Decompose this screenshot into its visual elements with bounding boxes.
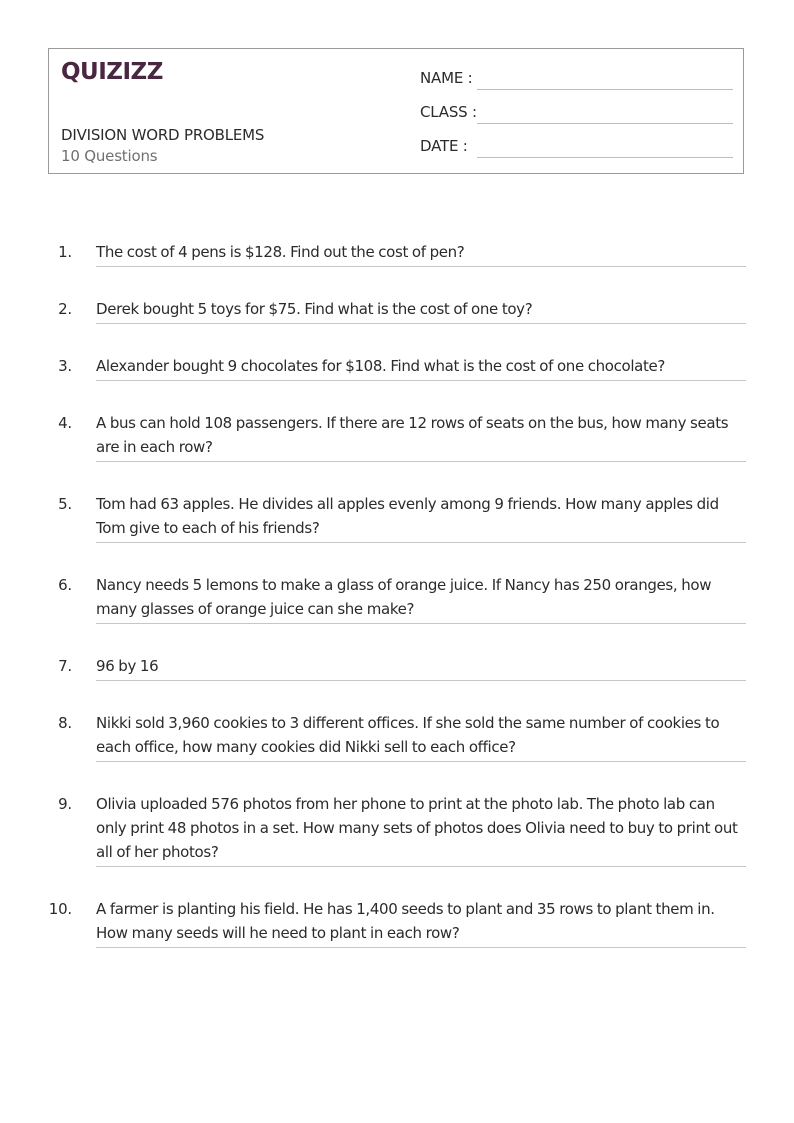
question-text: Nikki sold 3,960 cookies to 3 different offices. If she sold the same number of cookies to each office, how many cookies did Nikki sell to each office?	[96, 711, 746, 762]
date-label: DATE :	[420, 137, 468, 155]
worksheet-header	[48, 48, 744, 174]
question-text: A bus can hold 108 passengers. If there are 12 rows of seats on the bus, how many seats are in each row?	[96, 411, 746, 462]
question-text: A farmer is planting his field. He has 1,400 seeds to plant and 35 rows to plant them in. How many seeds will he need to plant in each row?	[96, 897, 746, 948]
question-number: 6.	[58, 576, 72, 594]
question-number: 9.	[58, 795, 72, 813]
class-field[interactable]	[477, 123, 733, 124]
question-text: Nancy needs 5 lemons to make a glass of orange juice. If Nancy has 250 oranges, how many glasses of orange juice can she make?	[96, 573, 746, 624]
question-number: 3.	[58, 357, 72, 375]
question-count: 10 Questions	[61, 147, 158, 165]
question-text: Tom had 63 apples. He divides all apples evenly among 9 friends. How many apples did Tom give to each of his friends?	[96, 492, 746, 543]
question-number: 8.	[58, 714, 72, 732]
question-number: 5.	[58, 495, 72, 513]
class-label: CLASS :	[420, 103, 477, 121]
question-text: Derek bought 5 toys for $75. Find what is the cost of one toy?	[96, 297, 746, 324]
question-text: The cost of 4 pens is $128. Find out the cost of pen?	[96, 240, 746, 267]
quizizz-logo: QUIZIZZ	[61, 59, 163, 85]
name-field[interactable]	[477, 89, 733, 90]
question-text: Alexander bought 9 chocolates for $108. Find what is the cost of one chocolate?	[96, 354, 746, 381]
question-text: Olivia uploaded 576 photos from her phone to print at the photo lab. The photo lab can only print 48 photos in a set. How many sets of photos does Olivia need to buy to print out all of her photos?	[96, 792, 746, 867]
question-text: 96 by 16	[96, 654, 746, 681]
question-number: 2.	[58, 300, 72, 318]
date-field[interactable]	[477, 157, 733, 158]
question-number: 10.	[48, 900, 72, 918]
worksheet-title: DIVISION WORD PROBLEMS	[61, 126, 265, 144]
name-label: NAME :	[420, 69, 473, 87]
question-number: 7.	[58, 657, 72, 675]
question-number: 4.	[58, 414, 72, 432]
question-number: 1.	[58, 243, 72, 261]
